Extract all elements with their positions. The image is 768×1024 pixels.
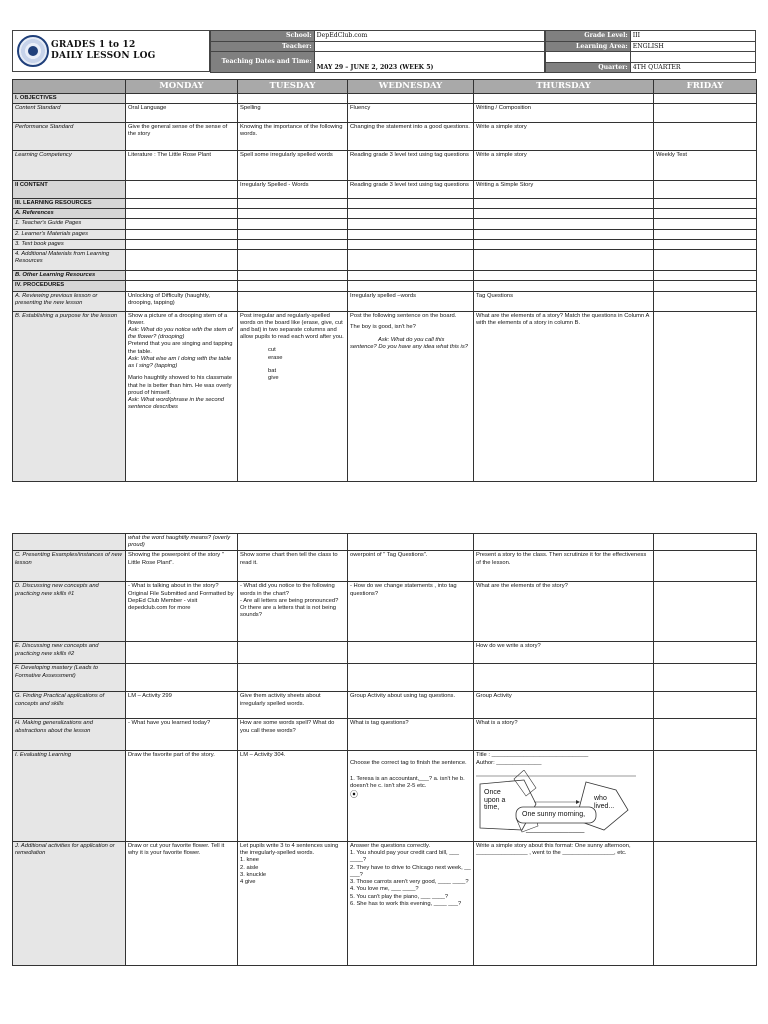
cell-thursday [474, 751, 654, 841]
cell-tuesday: Show some chart then tell the class to read it. [238, 551, 348, 582]
cell-monday: Showing the powerpoint of the story " Little Rose Plant". [126, 551, 238, 582]
cell-friday [654, 103, 757, 122]
area-label: Learning Area: [546, 41, 631, 52]
row-label: 1. Teacher's Guide Pages [13, 219, 126, 229]
cell-friday [654, 719, 757, 751]
row-iv-procedures [13, 281, 757, 291]
eval-intro: Choose the correct tag to finish the sentence. [350, 760, 467, 767]
cell-tuesday: LM – Activity 304. [238, 751, 348, 841]
cell-thursday [474, 209, 654, 219]
cell-tuesday [238, 239, 348, 249]
cell-tuesday [238, 281, 348, 291]
cell-tuesday [238, 219, 348, 229]
header-info-left [210, 30, 545, 73]
cell-thursday: Write a simple story [474, 150, 654, 180]
purpose-line: Ask: What else am I doing with the table as I sing? (tapping) [128, 355, 232, 370]
cell-monday: Oral Language [126, 103, 238, 122]
row-label: E. Discussing new concepts and practicing new skills #2 [13, 642, 126, 664]
story-web-center: One sunny morning, [522, 810, 586, 818]
cell-friday [654, 209, 757, 219]
cell-friday [654, 534, 757, 551]
row-label: H. Making generalizations and abstractions about the lesson [13, 719, 126, 751]
cell-tuesday [238, 229, 348, 239]
purpose-intro: Post the following sentence on the board. [350, 312, 457, 319]
cell-wednesday [348, 281, 474, 291]
row-label: I. Evaluating Learning [13, 751, 126, 841]
cell-tuesday [238, 209, 348, 219]
question-item: 3. Those carrots aren't very good, ____ ____? [350, 879, 469, 886]
cell-tuesday [238, 311, 348, 481]
row-establishing-purpose [13, 311, 757, 481]
row-label: I. OBJECTIVES [13, 93, 126, 103]
cell-thursday [474, 271, 654, 281]
cell-wednesday: owerpoint of " Tag Questions". [348, 551, 474, 582]
row-additional-activities [13, 841, 757, 965]
cell-friday: Weekly Test [654, 150, 757, 180]
cell-monday: Draw or cut your favorite flower. Tell it why it is your favorite flower. [126, 841, 238, 965]
cell-thursday [474, 93, 654, 103]
cell-monday [126, 219, 238, 229]
row-label: G. Finding Practical applications of concepts and skills [13, 692, 126, 719]
cell-wednesday [348, 219, 474, 229]
cell-friday [654, 239, 757, 249]
lesson-log-table [12, 79, 757, 482]
row-label: III. LEARNING RESOURCES [13, 198, 126, 208]
cell-monday: what the word haughtily means? (overly proud) [126, 534, 238, 551]
cell-monday: Draw the favorite part of the story. [126, 751, 238, 841]
cell-thursday: What are the elements of a story? Match the questions in Column A with the elements of a story in column B. [474, 311, 654, 481]
cell-monday [126, 209, 238, 219]
header-blank [546, 52, 631, 63]
school-label: School: [211, 31, 315, 42]
row-h-making-generalizations-and-abstraction [13, 719, 757, 751]
purpose-line: Mario haughtily showed to his classmate that he is better than him. He was overly proud of himself. [128, 375, 233, 396]
header-blank-value [630, 52, 755, 63]
deped-seal-icon [17, 35, 49, 67]
cell-monday: LM – Activity 299 [126, 692, 238, 719]
cell-wednesday [348, 198, 474, 208]
row-iii-learning-resources [13, 198, 757, 208]
ask-question: Ask: What do you call this sentence? Do you have any idea what this is? [350, 336, 468, 351]
cell-monday [126, 271, 238, 281]
row-evaluating-learning [13, 751, 757, 841]
row-label: B. Other Learning Resources [13, 271, 126, 281]
cell-tuesday: Spell some irregularly spelled words [238, 150, 348, 180]
cell-friday [654, 93, 757, 103]
cell-thursday [474, 198, 654, 208]
cell-tuesday: How are some words spell? What do you call these words? [238, 719, 348, 751]
purpose-line: Pretend that you are singing and tapping the table. [128, 341, 233, 355]
quarter-label: Quarter: [546, 62, 631, 73]
row-performance-standard [13, 122, 757, 150]
title-line-2: DAILY LESSON LOG [51, 51, 156, 61]
row-label: Content Standard [13, 103, 126, 122]
cell-friday [654, 198, 757, 208]
row-a-reviewing-previous-lesson-or-presentin [13, 291, 757, 311]
cell-wednesday [348, 642, 474, 664]
cell-monday [126, 664, 238, 692]
cell-tuesday [238, 841, 348, 965]
cell-tuesday [238, 642, 348, 664]
cell-wednesday: - How do we change statements , into tag questions? [348, 582, 474, 642]
cell-friday [654, 751, 757, 841]
cell-wednesday [348, 751, 474, 841]
question-item: 4. You love me, ___ ____? [350, 886, 419, 893]
cell-friday [654, 219, 757, 229]
question-item: 6. She has to work this evening, ____ ___? [350, 900, 462, 907]
page-two [0, 530, 768, 1024]
row-label: 3. Text book pages [13, 239, 126, 249]
cell-friday [654, 180, 757, 198]
story-web-right: who lived... [594, 794, 615, 810]
story-author-line: Author: ______________ [476, 759, 542, 766]
row-label [13, 534, 126, 551]
cell-friday [654, 551, 757, 582]
cell-thursday: Group Activity [474, 692, 654, 719]
eval-items: 1. Teresa is an accountant,___? a. isn't he b. doesn't he c. isn't she 2-5 etc. [350, 775, 465, 789]
cell-thursday: Write a simple story [474, 122, 654, 150]
cell-wednesday [348, 209, 474, 219]
row-ii-content [13, 180, 757, 198]
purpose-intro: Post irregular and regularly-spelled words on the board like (erase, give, cut and bat) in two separate columns and allow pupils to read each word after you. [240, 312, 344, 341]
day-wednesday: WEDNESDAY [348, 80, 474, 94]
row-i-objectives [13, 93, 757, 103]
row-content-standard [13, 103, 757, 122]
cell-thursday [474, 664, 654, 692]
word-item: 1. knee [240, 857, 260, 864]
activity-intro: Answer the questions correctly. [350, 842, 431, 849]
cell-monday [126, 250, 238, 271]
cell-thursday: Writing a Simple Story [474, 180, 654, 198]
row-c-presenting-examples-instances-of-new-l [13, 551, 757, 582]
row-3-text-book-pages [13, 239, 757, 249]
cell-wednesday [348, 841, 474, 965]
question-item: 5. You can't play the piano, ___ ____? [350, 893, 449, 900]
row-label: F. Developing mastery (Leads to Formative Assessment) [13, 664, 126, 692]
story-web-left: Once upon a time, [484, 788, 506, 812]
cell-friday [654, 664, 757, 692]
cell-tuesday [238, 664, 348, 692]
word-item: 4 give [240, 879, 256, 886]
cell-wednesday: Reading grade 3 level text using tag questions [348, 150, 474, 180]
teacher-label: Teacher: [211, 41, 315, 52]
cell-tuesday [238, 250, 348, 271]
cell-tuesday: Irregularly Spelled - Words [238, 180, 348, 198]
question-item: 2. They have to drive to Chicago next week, __ ___? [350, 864, 471, 878]
cell-tuesday: Knowing the importance of the following words. [238, 122, 348, 150]
cell-thursday: Tag Questions [474, 291, 654, 311]
question-item: 1. You should pay your credit card bill, ___ ____? [350, 850, 459, 864]
cell-thursday: Writing / Composition [474, 103, 654, 122]
row-4-additional-materials-from-learning-res [13, 250, 757, 271]
cell-tuesday [238, 93, 348, 103]
cell-wednesday [348, 664, 474, 692]
row-label: Performance Standard [13, 122, 126, 150]
board-sentence: The boy is good, isn't he? [350, 323, 416, 330]
row-d-discussing-new-concepts-and-practicing [13, 582, 757, 642]
cell-wednesday: Fluency [348, 103, 474, 122]
row-label: D. Discussing new concepts and practicing new skills #1 [13, 582, 126, 642]
teacher-value [314, 41, 544, 52]
cell-thursday [474, 281, 654, 291]
cell-friday [654, 291, 757, 311]
cell-monday [126, 311, 238, 481]
cell-monday [126, 93, 238, 103]
word-item: bat [268, 367, 277, 374]
story-web-blank: _______________ [526, 825, 585, 833]
cell-friday [654, 250, 757, 271]
row-label: IV. PROCEDURES [13, 281, 126, 291]
day-tuesday: TUESDAY [238, 80, 348, 94]
lesson-log-table-continued [12, 533, 757, 966]
cell-thursday: What are the elements of the story? [474, 582, 654, 642]
cell-friday [654, 311, 757, 481]
row-label: Learning Competency [13, 150, 126, 180]
cell-wednesday [348, 271, 474, 281]
cell-thursday [474, 250, 654, 271]
row-e-discussing-new-concepts-and-practicing [13, 642, 757, 664]
dates-blank [314, 52, 544, 63]
area-value: ENGLISH [630, 41, 755, 52]
cell-tuesday [238, 271, 348, 281]
cell-friday [654, 692, 757, 719]
row-label: 2. Learner's Materials pages [13, 229, 126, 239]
cell-monday [126, 198, 238, 208]
cell-friday [654, 841, 757, 965]
row-continued [13, 534, 757, 551]
cell-thursday [474, 229, 654, 239]
grade-value: III [630, 31, 755, 42]
cell-tuesday [238, 534, 348, 551]
cell-thursday [474, 239, 654, 249]
story-title-line: Title : ______________________________ [476, 752, 589, 759]
cell-thursday: Write a simple story about this format: One sunny afternoon, ________________ , went to the ________________, etc. [474, 841, 654, 965]
cell-thursday [474, 219, 654, 229]
cell-wednesday [348, 250, 474, 271]
cell-friday [654, 582, 757, 642]
row-learning-competency [13, 150, 757, 180]
cell-friday [654, 122, 757, 150]
day-thursday: THURSDAY [474, 80, 654, 94]
cell-monday [126, 642, 238, 664]
cell-wednesday: Reading grade 3 level text using tag questions [348, 180, 474, 198]
cell-friday [654, 271, 757, 281]
cell-tuesday [238, 291, 348, 311]
cell-monday: Literature : The Little Rose Plant [126, 150, 238, 180]
purpose-line: Ask: What do you notice with the stem of the flower? (drooping) [128, 326, 233, 341]
cell-thursday: What is a story? [474, 719, 654, 751]
dates-value: MAY 29 – JUNE 2, 2023 (WEEK 5) [314, 62, 544, 73]
cell-thursday [474, 534, 654, 551]
row-b-other-learning-resources [13, 271, 757, 281]
row-label: II CONTENT [13, 180, 126, 198]
row-label: 4. Additional Materials from Learning Resources [13, 250, 126, 271]
cell-monday [126, 180, 238, 198]
cell-monday: Unlocking of Difficulty (haughtly, drooping, tapping) [126, 291, 238, 311]
row-label: C. Presenting Examples/instances of new lesson [13, 551, 126, 582]
cell-monday: - What have you learned today? [126, 719, 238, 751]
cell-wednesday [348, 311, 474, 481]
grade-label: Grade Level: [546, 31, 631, 42]
title-line-1: GRADES 1 to 12 [51, 40, 136, 50]
cell-tuesday [238, 198, 348, 208]
row-2-learner-s-materials-pages [13, 229, 757, 239]
row-label: J. Additional activities for application or remediation [13, 841, 126, 965]
cell-tuesday: Spelling [238, 103, 348, 122]
corner-cell [13, 80, 126, 94]
cell-tuesday: Give them activity sheets about irregularly spelled words. [238, 692, 348, 719]
radio-icon: ⦿ [350, 790, 358, 800]
cell-tuesday: - What did you notice to the following words in the chart? - Are all letters are being pronounced? Or there are a letters that is not being sounds? [238, 582, 348, 642]
word-item: erase [268, 354, 283, 361]
cell-wednesday: Irregularly spelled –words [348, 291, 474, 311]
purpose-line: Show a picture of a drooping stem of a flower. [128, 312, 228, 326]
row-label: B. Establishing a purpose for the lesson [13, 311, 126, 481]
activity-intro: Let pupils write 3 to 4 sentences using the irregularly-spelled words. [240, 842, 339, 857]
word-item: 3. knuckle [240, 871, 267, 878]
page-one [0, 0, 768, 480]
cell-friday [654, 642, 757, 664]
day-header-row [13, 80, 757, 94]
cell-wednesday: Changing the statement into a good questions. [348, 122, 474, 150]
quarter-value: 4TH QUARTER [630, 62, 755, 73]
school-value: DepEdClub.com [314, 31, 544, 42]
cell-friday [654, 229, 757, 239]
cell-wednesday [348, 229, 474, 239]
cell-wednesday [348, 239, 474, 249]
row-label: A. Reviewing previous lesson or presenting the new lesson [13, 291, 126, 311]
story-web-diagram [476, 770, 615, 840]
cell-thursday: How do we write a story? [474, 642, 654, 664]
word-item: give [268, 375, 279, 382]
cell-monday: - What is talking about in the story? Original File Submitted and Formatted by DepEd Club Member - visit depedclub.com for more [126, 582, 238, 642]
dates-label: Teaching Dates and Time: [211, 52, 315, 73]
word-item: 2. aisle [240, 864, 259, 871]
cell-wednesday: Group Activity about using tag questions. [348, 692, 474, 719]
header-info-right [545, 30, 756, 73]
row-f-developing-mastery-leads-to-formative- [13, 664, 757, 692]
word-item: cut [268, 347, 276, 354]
row-1-teacher-s-guide-pages [13, 219, 757, 229]
cell-monday [126, 239, 238, 249]
purpose-line: Ask: What word/phrase in the second sentence describes [128, 397, 225, 411]
logo-box [12, 30, 210, 72]
cell-wednesday [348, 93, 474, 103]
cell-wednesday: What is tag questions? [348, 719, 474, 751]
cell-friday [654, 281, 757, 291]
cell-monday [126, 229, 238, 239]
row-g-finding-practical-applications-of-conc [13, 692, 757, 719]
cell-monday [126, 281, 238, 291]
row-a-references [13, 209, 757, 219]
day-monday: MONDAY [126, 80, 238, 94]
cell-thursday: Present a story to the class. Then scrutinize it for the effectiveness of the lesson. [474, 551, 654, 582]
cell-wednesday [348, 534, 474, 551]
day-friday: FRIDAY [654, 80, 757, 94]
cell-monday: Give the general sense of the sense of the story [126, 122, 238, 150]
header [12, 30, 756, 72]
row-label: A. References [13, 209, 126, 219]
